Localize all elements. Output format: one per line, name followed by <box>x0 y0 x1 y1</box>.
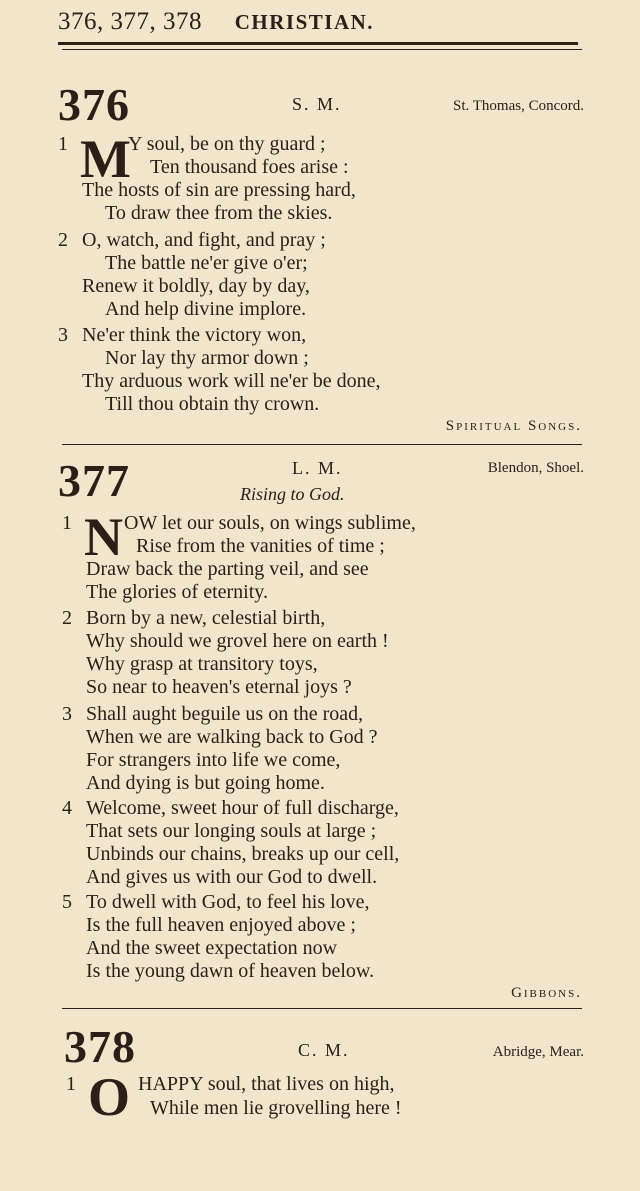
verse-line: Y soul, be on thy guard ; <box>128 133 326 155</box>
verse-line: Rise from the vanities of time ; <box>136 535 385 557</box>
verse-line: Draw back the parting veil, and see <box>86 558 369 580</box>
verse-number: 1 <box>62 512 72 534</box>
verse-line: The battle ne'er give o'er; <box>105 252 308 274</box>
verse-number: 1 <box>66 1073 76 1095</box>
verse-number: 1 <box>58 133 68 155</box>
verse-line: That sets our longing souls at large ; <box>86 820 377 842</box>
verse-line: OW let our souls, on wings sublime, <box>124 512 416 534</box>
hymn-author: Spiritual Songs. <box>445 418 582 434</box>
hymn-meter: L. M. <box>292 458 343 478</box>
verse-line: The glories of eternity. <box>86 581 268 603</box>
verse-number: 2 <box>62 607 72 629</box>
tune-names: Blendon, Shoel. <box>487 460 584 476</box>
drop-cap: N <box>84 507 123 567</box>
tune-names: St. Thomas, Concord. <box>453 98 584 114</box>
verse-line: Nor lay thy armor down ; <box>105 347 309 369</box>
verse-line: Is the young dawn of heaven below. <box>86 960 375 982</box>
page-header <box>58 8 374 36</box>
header-rule-thin <box>62 49 582 50</box>
verse-number: 3 <box>58 324 68 346</box>
verse-line: To draw thee from the skies. <box>105 202 333 224</box>
verse-line: So near to heaven's eternal joys ? <box>86 676 352 698</box>
verse-line: Till thou obtain thy crown. <box>105 393 320 415</box>
hymn-subtitle: Rising to God. <box>240 484 345 504</box>
hymn-number: 378 <box>64 1021 136 1072</box>
verse-line: Why grasp at transitory toys, <box>86 653 318 675</box>
hymn-number: 376 <box>58 79 130 130</box>
drop-cap: O <box>88 1067 131 1127</box>
drop-cap: M <box>80 129 131 189</box>
verse-line: And dying is but going home. <box>86 772 325 794</box>
verse-line: Born by a new, celestial birth, <box>86 607 326 629</box>
verse-line: HAPPY soul, that lives on high, <box>138 1073 395 1095</box>
verse-number: 5 <box>62 891 72 913</box>
verse-line: While men lie grovelling here ! <box>150 1097 402 1119</box>
verse-number: 4 <box>62 797 72 819</box>
hymn-meter: S. M. <box>292 94 342 114</box>
verse-number: 3 <box>62 703 72 725</box>
verse-line: To dwell with God, to feel his love, <box>86 891 370 913</box>
hymn-divider <box>62 444 582 445</box>
hymn-divider <box>62 1008 582 1009</box>
tune-names: Abridge, Mear. <box>492 1044 584 1060</box>
verse-line: For strangers into life we come, <box>86 749 341 771</box>
hymn-meter: C. M. <box>298 1040 350 1060</box>
verse-line: And the sweet expectation now <box>86 937 338 959</box>
verse-line: And help divine implore. <box>105 298 307 320</box>
verse-line: Ne'er think the victory won, <box>82 324 307 346</box>
verse-line: Why should we grovel here on earth ! <box>86 630 389 652</box>
verse-line: Unbinds our chains, breaks up our cell, <box>86 843 400 865</box>
verse-line: Ten thousand foes arise : <box>150 156 349 178</box>
verse-number: 2 <box>58 229 68 251</box>
hymn-number: 377 <box>58 455 130 506</box>
verse-line: When we are walking back to God ? <box>86 726 378 748</box>
verse-line: And gives us with our God to dwell. <box>86 866 378 888</box>
verse-line: Thy arduous work will ne'er be done, <box>82 370 381 392</box>
verse-line: Shall aught beguile us on the road, <box>86 703 364 725</box>
verse-line: The hosts of sin are pressing hard, <box>82 179 356 201</box>
verse-line: Is the full heaven enjoyed above ; <box>86 914 356 936</box>
section-title: CHRISTIAN. <box>234 10 375 34</box>
verse-line: Welcome, sweet hour of full discharge, <box>86 797 399 819</box>
verse-line: O, watch, and fight, and pray ; <box>82 229 326 251</box>
page-numbers: 376, 377, 378 <box>58 8 202 35</box>
verse-line: Renew it boldly, day by day, <box>82 275 310 297</box>
hymn-author: Gibbons. <box>511 985 582 1001</box>
header-rule <box>58 42 578 45</box>
